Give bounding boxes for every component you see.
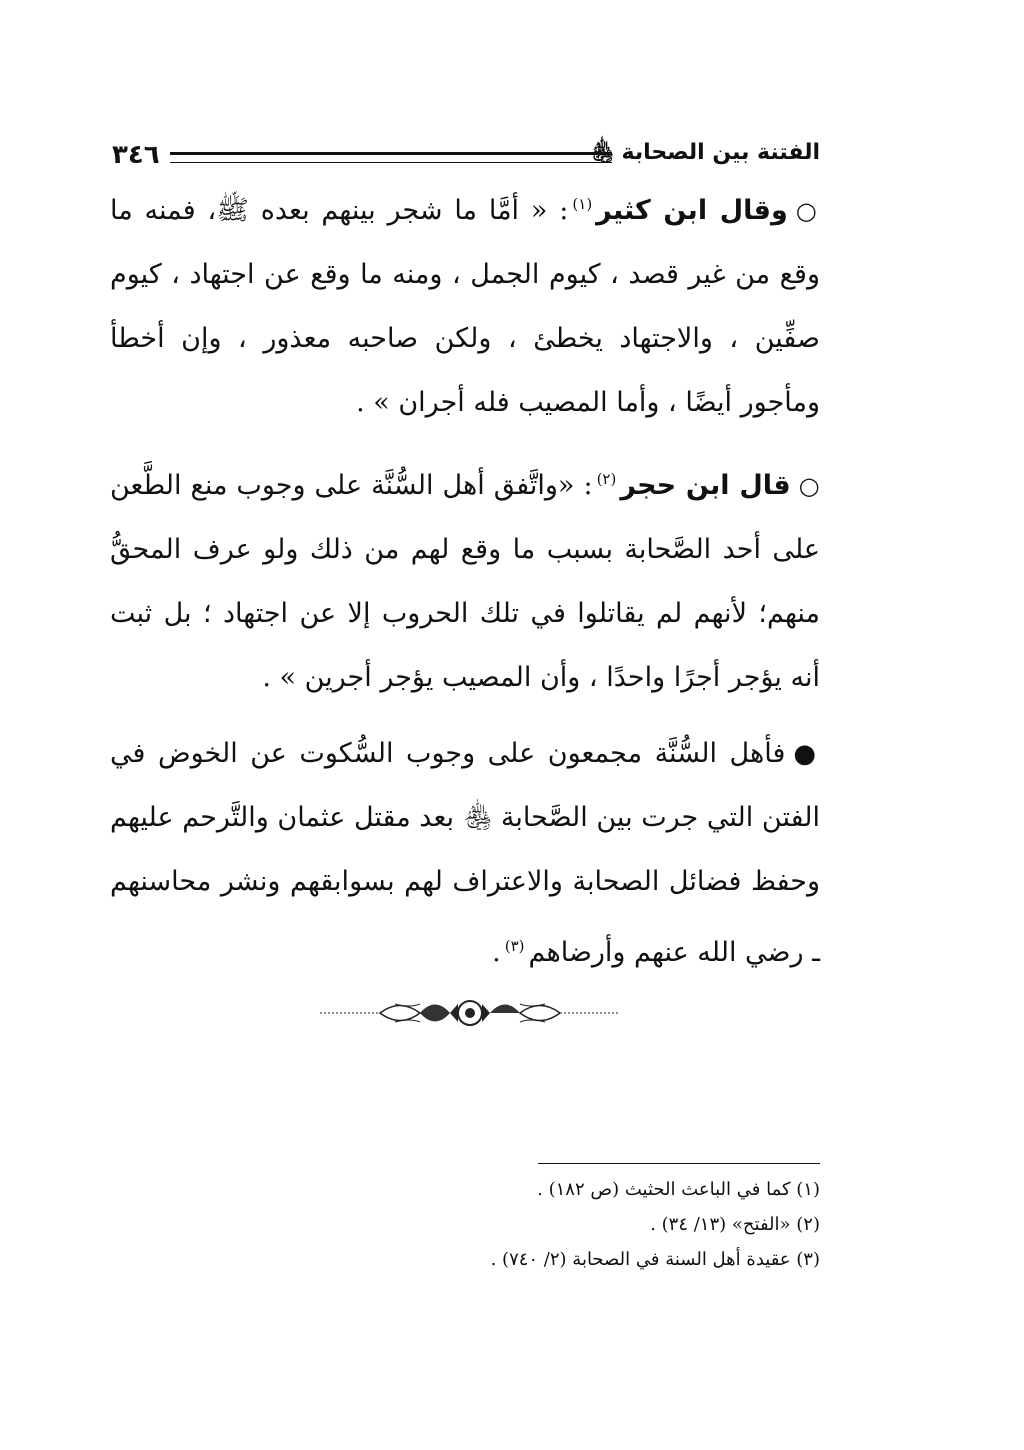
footnote-ref: (٢) — [596, 470, 617, 488]
paragraph-ibn-hajar — [110, 447, 820, 710]
paragraph-text: : « أمَّا ما شجر بينهم بعده ﷺ، فمنه ما وقع من غير قصد ، كيوم الجمل ، ومنه ما وقع عن اجتهاد ، كيوم صفِّين ، والاجتهاد يخطئ ، ولكن صاحبه معذور ، وإن أخطأ ومأجور أيضًا ، وأما المصيب فله أجران » . — [110, 195, 820, 418]
footnote-3: (٣) عقيدة أهل السنة في الصحابة (٢/ ٧٤٠) . — [490, 1249, 820, 1270]
page-number: ٣٤٦ — [112, 140, 160, 170]
header-rule — [170, 152, 612, 163]
circle-bullet-icon: ○ — [795, 197, 820, 225]
speaker-name: وقال ابن كثير — [596, 195, 788, 226]
paragraph-ibn-kathir — [110, 172, 820, 435]
speaker-name: قال ابن حجر — [620, 470, 791, 501]
paragraph-ahl-sunnah — [110, 722, 820, 985]
circle-bullet-icon: ○ — [798, 472, 820, 500]
page-header — [112, 138, 820, 174]
footnote-1: (١) كما في الباعث الحثيث (ص ١٨٢) . — [537, 1179, 820, 1200]
paragraph-text: فأهل السُّنَّة مجمعون على وجوب السُّكوت عن الخوض في الفتن التي جرت بين الصَّحابة ﵃ بعد مقتل عثمان والتَّرحم عليهم وحفظ فضائل الصحابة والاعتراف لهم بسوابقهم ونشر محاسنهم ـ رضي الله عنهم وأرضاهم — [110, 738, 820, 968]
paragraph-tail: . — [492, 937, 501, 968]
footnote-ref: (١) — [572, 195, 593, 213]
floral-ornament-divider — [320, 996, 620, 1030]
footnote-2: (٢) «الفتح» (١٣/ ٣٤) . — [650, 1214, 820, 1235]
running-title: الفتنة بين الصحابة ﵃ — [589, 140, 820, 165]
paragraph-text: : «واتَّفق أهل السُّنَّة على وجوب منع الطَّعن على أحد الصَّحابة بسبب ما وقع لهم من ذلك ولو عرف المحقُّ منهم؛ لأنهم لم يقاتلوا في تلك الحروب إلا عن اجتهاد ؛ بل ثبت أنه يؤجر أجرًا واحدًا ، وأن المصيب يؤجر أجرين » . — [110, 470, 820, 693]
footnote-ref: (٣) — [504, 937, 525, 955]
footnote-separator — [538, 1163, 820, 1164]
dot-bullet-icon: ● — [793, 739, 821, 769]
main-text — [110, 172, 820, 997]
footnotes — [300, 1172, 820, 1277]
